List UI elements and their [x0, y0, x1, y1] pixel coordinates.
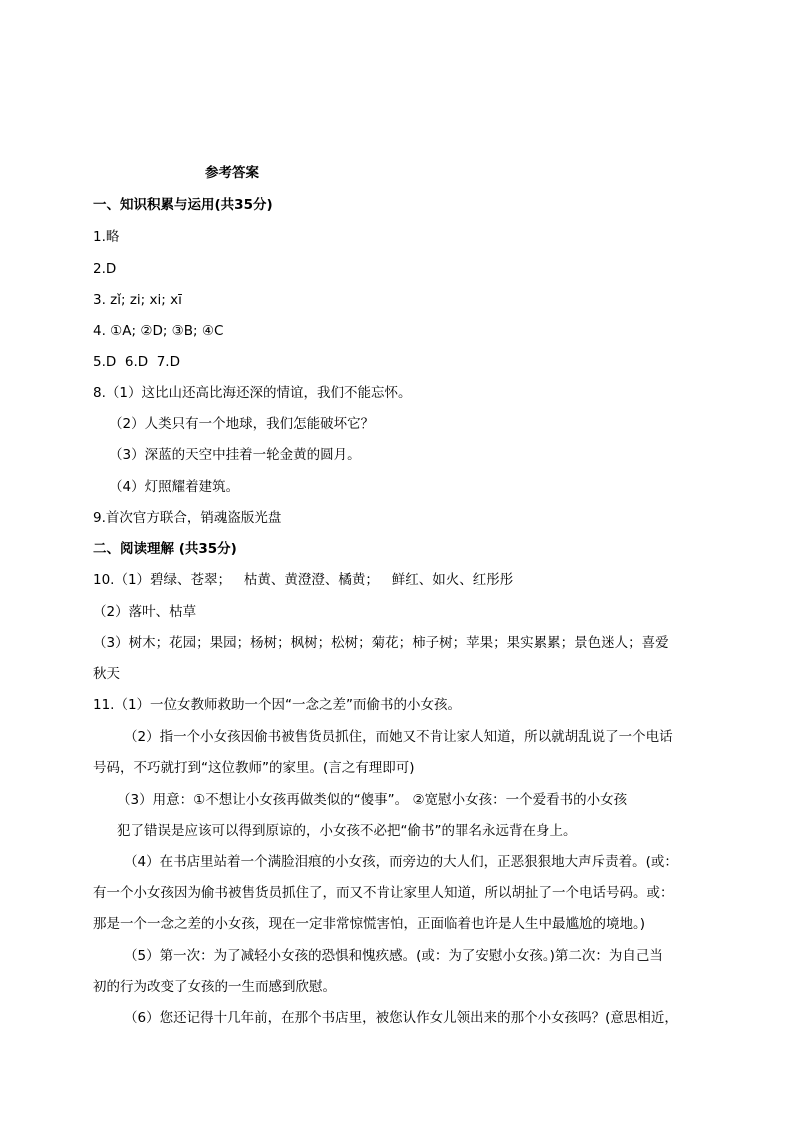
answer-11-3: （3）用意：①不想让小女孩再做类似的“傻事”。 ②宽慰小女孩：一个爱看书的小女孩 — [117, 792, 628, 808]
answer-11-4-cont1: 有一个小女孩因为偷书被售货员抓住了，而又不肯让家里人知道，所以胡扯了一个电话号码。或： — [93, 885, 674, 901]
answer-8-3: （3）深蓝的天空中挂着一轮金黄的圆月。 — [109, 447, 361, 463]
answer-3: 3. zǐ; zi; xi; xī — [93, 292, 182, 308]
answer-11-5: （5）第一次：为了减轻小女孩的恐惧和愧疚感。(或：为了安慰小女孩。)第二次：为自己当 — [124, 948, 663, 964]
answer-11-1: 11.（1）一位女教师救助一个因“一念之差”而偷书的小女孩。 — [93, 697, 462, 713]
answer-8-1: 8.（1）这比山还高比海还深的情谊，我们不能忘怀。 — [93, 385, 412, 401]
answer-4: 4. ①A; ②D; ③B; ④C — [93, 323, 224, 339]
answer-10-3-cont: 秋天 — [93, 666, 120, 682]
answer-11-6: （6）您还记得十几年前，在那个书店里，被您认作女儿领出来的那个小女孩吗？(意思相近， — [124, 1010, 678, 1026]
answer-9: 9.首次官方联合，销魂盗版光盘 — [93, 510, 282, 526]
page-title: 参考答案 — [205, 165, 259, 181]
answer-8-4: （4）灯照耀着建筑。 — [109, 479, 240, 495]
answer-11-4-cont2: 那是一个一念之差的小女孩，现在一定非常惊慌害怕，正面临着也许是人生中最尴尬的境地。) — [93, 916, 646, 932]
section-heading-1: 一、知识积累与运用(共35分) — [93, 197, 273, 213]
answer-11-2: （2）指一个小女孩因偷书被售货员抓住，而她又不肯让家人知道，所以就胡乱说了一个电话 — [124, 729, 673, 745]
answer-2: 2.D — [93, 261, 117, 277]
answer-11-3-cont: 犯了错误是应该可以得到原谅的，小女孩不必把“偷书”的罪名永远背在身上。 — [117, 823, 577, 839]
answer-11-5-cont: 初的行为改变了女孩的一生而感到欣慰。 — [93, 979, 336, 995]
answer-10-2: （2）落叶、枯草 — [93, 604, 197, 620]
section-heading-2: 二、阅读理解 (共35分) — [93, 541, 237, 557]
answer-11-4: （4）在书店里站着一个满脸泪痕的小女孩，而旁边的大人们，正恶狠狠地大声斥责着。(或： — [124, 854, 678, 870]
answer-10-1: 10.（1）碧绿、苍翠； 枯黄、黄澄澄、橘黄； 鲜红、如火、红彤彤 — [93, 572, 514, 588]
answer-8-2: （2）人类只有一个地球，我们怎能破坏它？ — [109, 416, 375, 432]
answer-5-7: 5.D 6.D 7.D — [93, 354, 180, 370]
answer-1: 1.略 — [93, 229, 120, 245]
answer-10-3: （3）树木；花园；果园；杨树；枫树；松树；菊花；柿子树；苹果；果实累累；景色迷人；喜爱 — [93, 635, 669, 651]
answer-11-2-cont: 号码，不巧就打到“这位教师”的家里。(言之有理即可) — [93, 760, 415, 776]
